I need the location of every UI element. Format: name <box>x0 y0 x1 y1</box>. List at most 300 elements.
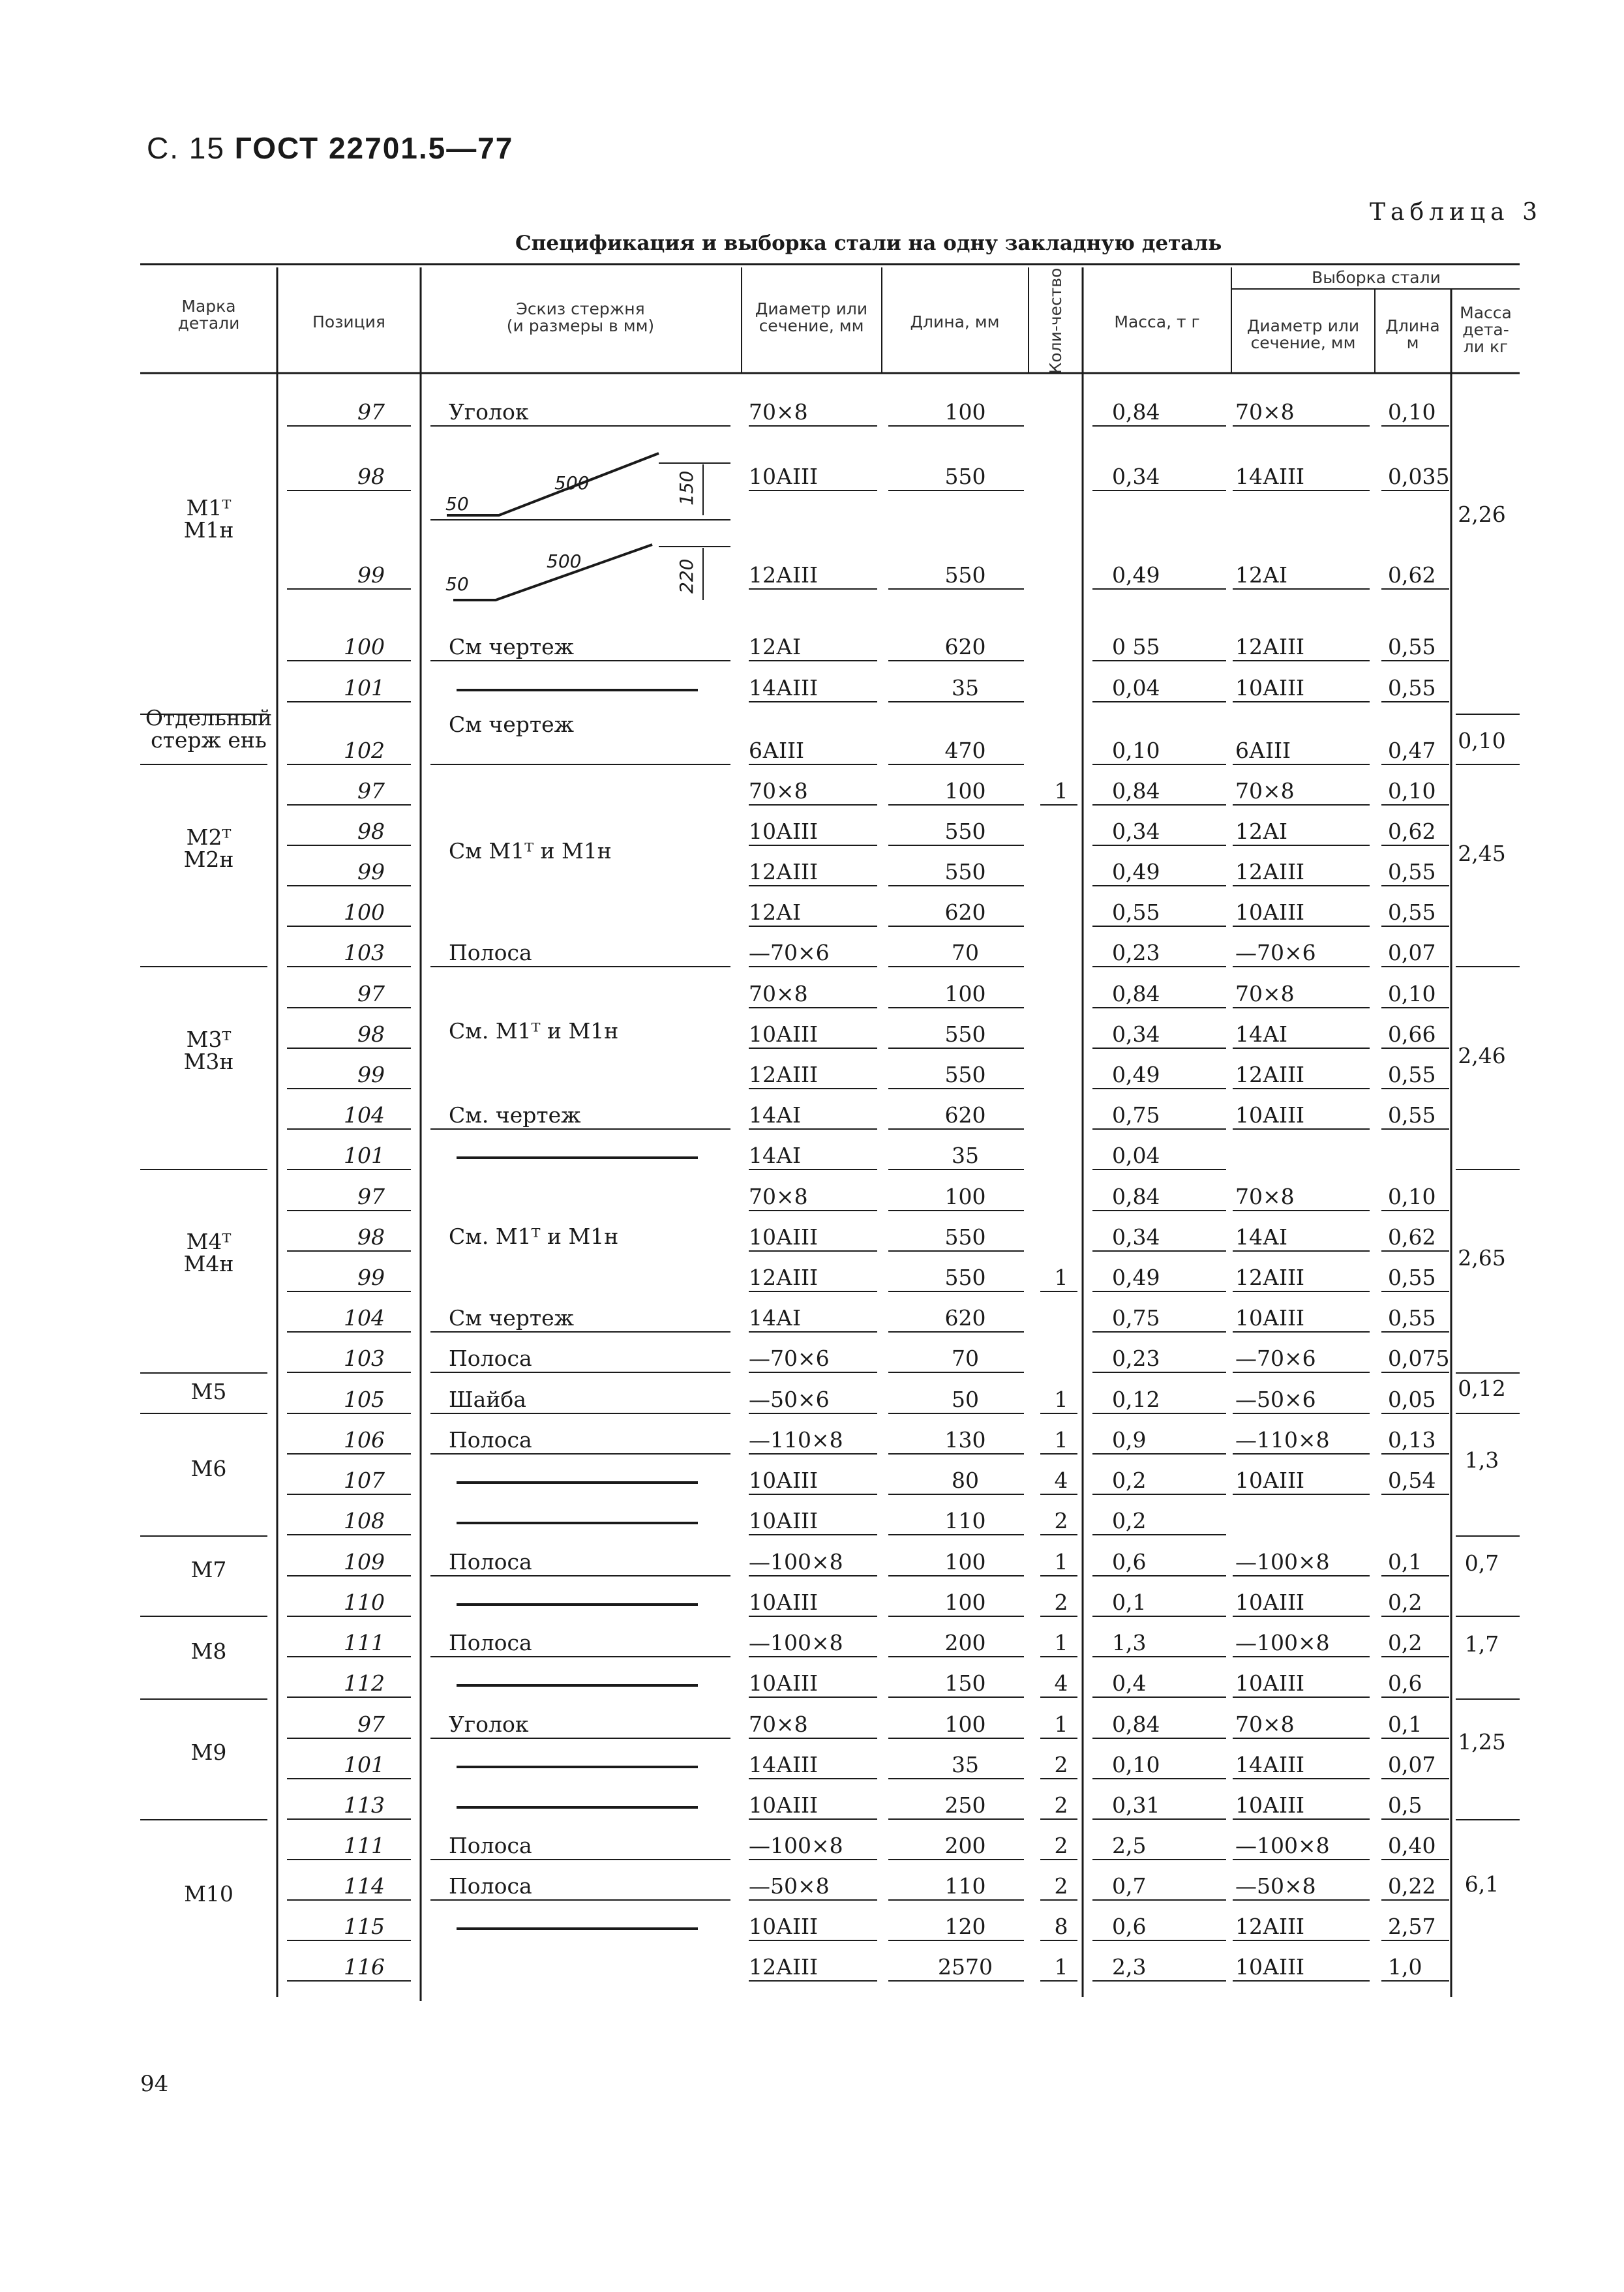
cell-pos: 106 <box>344 1427 385 1453</box>
cell-mass: 0,10 <box>1112 1752 1160 1777</box>
cell-diam: —50×6 <box>749 1387 830 1412</box>
cell-vl: 0,10 <box>1388 399 1436 425</box>
cell-len: 35 <box>952 675 979 701</box>
cell-vl: 0,07 <box>1388 1752 1436 1777</box>
table-row <box>287 464 1449 490</box>
cell-vl: 0,55 <box>1388 1102 1436 1128</box>
cell-vd: 14АIII <box>1235 1752 1305 1777</box>
cell-qty: 1 <box>1054 1549 1068 1575</box>
detail-total-mass: 2,45 <box>1458 841 1506 866</box>
cell-vd: 12АI <box>1235 819 1288 844</box>
header-eskiz-1: Эскиз стержня <box>516 299 645 318</box>
cell-diam: 10АIII <box>749 819 819 844</box>
cell-sketch: Полоса <box>449 1346 532 1371</box>
cell-diam: 10АIII <box>749 1021 819 1047</box>
cell-vl: 0,2 <box>1388 1630 1422 1655</box>
cell-mass: 0,55 <box>1112 899 1160 925</box>
cell-pos: 101 <box>344 1143 385 1168</box>
cell-diam: 10АIII <box>749 1792 819 1818</box>
cell-mass: 0,49 <box>1112 1062 1160 1087</box>
detail-mark-label: М1ᵀ <box>186 495 232 520</box>
header-v-dlina-2: м <box>1406 333 1419 352</box>
cell-mass: 0,23 <box>1112 940 1160 965</box>
cell-qty: 2 <box>1054 1873 1068 1899</box>
cell-vd: 14АI <box>1235 1021 1288 1047</box>
cell-pos: 110 <box>344 1590 385 1615</box>
cell-vl: 1,0 <box>1388 1954 1422 1980</box>
sketch-99-dim-a: 50 <box>445 573 469 595</box>
cell-vd: —70×6 <box>1235 1346 1316 1371</box>
cell-mass: 0,12 <box>1112 1387 1160 1412</box>
cell-pos: 103 <box>344 940 385 965</box>
cell-mass: 0,31 <box>1112 1792 1160 1818</box>
cell-pos: 109 <box>344 1549 385 1575</box>
detail-mark-label: М4н <box>183 1251 234 1276</box>
cell-diam: —100×8 <box>749 1549 843 1575</box>
cell-vl: 0,55 <box>1388 899 1436 925</box>
cell-sketch: Полоса <box>449 1427 532 1453</box>
cell-pos: 98 <box>357 819 385 844</box>
cell-mass: 0,6 <box>1112 1914 1147 1939</box>
cell-mass: 0,34 <box>1112 464 1160 489</box>
cell-diam: —70×6 <box>749 940 830 965</box>
cell-diam: 6АIII <box>749 738 805 763</box>
detail-total-mass: 0,7 <box>1464 1550 1499 1576</box>
cell-vd: —50×8 <box>1235 1873 1316 1899</box>
cell-len: 550 <box>944 562 986 588</box>
table-row <box>287 1914 1449 1940</box>
detail-mark-label: М9 <box>190 1740 227 1765</box>
table-row <box>287 1102 1449 1129</box>
detail-total-mass: 0,12 <box>1458 1376 1506 1401</box>
cell-vd: 10АIII <box>1235 1670 1305 1696</box>
table-row <box>287 1062 1449 1089</box>
cell-pos: 97 <box>357 399 385 425</box>
detail-total-mass: 2,46 <box>1458 1043 1506 1068</box>
header-kol: Коли-чество <box>1046 267 1065 374</box>
cell-mass: 0,75 <box>1112 1305 1160 1331</box>
header-marka-2: детали <box>177 314 240 333</box>
table-rows <box>287 399 1449 1981</box>
cell-mass: 0,6 <box>1112 1549 1147 1575</box>
cell-vd: 70×8 <box>1235 1711 1295 1737</box>
cell-sketch: Полоса <box>449 1630 532 1655</box>
cell-pos: 98 <box>357 464 385 489</box>
cell-vd: 10АIII <box>1235 1792 1305 1818</box>
detail-total-mass: 6,1 <box>1464 1871 1499 1897</box>
cell-len: 620 <box>944 1102 986 1128</box>
header-pozicia: Позиция <box>312 312 385 331</box>
table-row <box>287 1184 1449 1211</box>
cell-pos: 97 <box>357 1711 385 1737</box>
cell-qty: 1 <box>1054 778 1068 804</box>
cell-len: 70 <box>952 940 979 965</box>
detail-mark-label: М3н <box>183 1049 234 1074</box>
cell-mass: 0 55 <box>1112 634 1160 659</box>
detail-mark-label: Отдельный <box>145 705 273 731</box>
cell-pos: 100 <box>344 899 385 925</box>
cell-pos: 108 <box>344 1508 385 1533</box>
cell-pos: 104 <box>344 1102 385 1128</box>
cell-diam: 12АIII <box>749 859 819 884</box>
cell-mass: 0,4 <box>1112 1670 1147 1696</box>
cell-qty: 1 <box>1054 1711 1068 1737</box>
cell-vd: 14АI <box>1235 1224 1288 1250</box>
table-row <box>287 1427 1449 1454</box>
cell-len: 550 <box>944 1062 986 1087</box>
sketch-98 <box>430 453 730 520</box>
cell-qty: 1 <box>1054 1954 1068 1980</box>
cell-pos: 98 <box>357 1021 385 1047</box>
cell-len: 550 <box>944 464 986 489</box>
cell-vd: 10АIII <box>1235 675 1305 701</box>
cell-vl: 2,57 <box>1388 1914 1436 1939</box>
cell-sketch: См чертеж <box>449 712 575 737</box>
cell-mass: 0,75 <box>1112 1102 1160 1128</box>
cell-mass: 0,49 <box>1112 859 1160 884</box>
cell-mass: 0,84 <box>1112 1184 1160 1209</box>
cell-qty: 4 <box>1054 1670 1068 1696</box>
cell-qty: 1 <box>1054 1265 1068 1290</box>
cell-len: 200 <box>944 1630 986 1655</box>
cell-vl: 0,6 <box>1388 1670 1422 1696</box>
document-title: ГОСТ 22701.5—77 <box>234 131 514 165</box>
table-row <box>287 1265 1449 1291</box>
cell-len: 100 <box>944 1549 986 1575</box>
cell-pos: 115 <box>344 1914 385 1939</box>
cell-pos: 107 <box>344 1468 385 1493</box>
header-v-massa-3: ли кг <box>1463 337 1509 356</box>
cell-mass: 0,84 <box>1112 1711 1160 1737</box>
cell-vd: 10АIII <box>1235 1468 1305 1493</box>
cell-vl: 0,035 <box>1388 464 1450 489</box>
cell-len: 620 <box>944 1305 986 1331</box>
cell-vl: 0,62 <box>1388 819 1436 844</box>
table-row <box>287 1590 1449 1616</box>
cell-vd: 70×8 <box>1235 981 1295 1006</box>
cell-vl: 0,10 <box>1388 1184 1436 1209</box>
cell-vl: 0,075 <box>1388 1346 1450 1371</box>
cell-mass: 0,9 <box>1112 1427 1147 1453</box>
cell-len: 100 <box>944 1590 986 1615</box>
cell-vl: 0,10 <box>1388 778 1436 804</box>
cell-pos: 99 <box>357 562 385 588</box>
cell-vl: 0,66 <box>1388 1021 1436 1047</box>
table-row <box>287 1224 1449 1251</box>
table-row <box>287 1508 1226 1535</box>
detail-total-mass: 0,10 <box>1458 728 1506 753</box>
cell-len: 550 <box>944 819 986 844</box>
cell-pos: 114 <box>344 1873 385 1899</box>
detail-total-mass: 1,3 <box>1464 1447 1499 1473</box>
header-vyborka: Выборка стали <box>1312 268 1441 287</box>
cell-len: 110 <box>944 1508 986 1533</box>
header-v-massa-2: дета- <box>1462 320 1509 339</box>
table-row <box>287 1305 1449 1332</box>
table-row <box>287 778 1449 805</box>
cell-len: 550 <box>944 1265 986 1290</box>
cell-sketch: См. М1ᵀ и М1н <box>449 1224 619 1249</box>
table-row <box>287 1792 1449 1819</box>
cell-mass: 0,1 <box>1112 1590 1147 1615</box>
cell-diam: 12АIII <box>749 562 819 588</box>
cell-len: 80 <box>952 1468 979 1493</box>
cell-len: 550 <box>944 1224 986 1250</box>
cell-pos: 104 <box>344 1305 385 1331</box>
cell-vl: 0,47 <box>1388 738 1436 763</box>
table-row <box>287 1468 1449 1494</box>
cell-pos: 101 <box>344 675 385 701</box>
cell-mass: 0,84 <box>1112 981 1160 1006</box>
cell-vl: 0,2 <box>1388 1590 1422 1615</box>
table-row <box>287 1833 1449 1860</box>
cell-sketch: Полоса <box>449 1833 532 1858</box>
cell-len: 150 <box>944 1670 986 1696</box>
cell-diam: —50×8 <box>749 1873 830 1899</box>
cell-len: 50 <box>952 1387 979 1412</box>
detail-total-mass: 2,65 <box>1458 1245 1506 1271</box>
cell-mass: 0,10 <box>1112 738 1160 763</box>
cell-pos: 111 <box>344 1630 385 1655</box>
cell-vd: 10АIII <box>1235 1305 1305 1331</box>
cell-len: 130 <box>944 1427 986 1453</box>
cell-diam: 70×8 <box>749 1711 808 1737</box>
cell-diam: 12АIII <box>749 1954 819 1980</box>
cell-vl: 0,1 <box>1388 1711 1422 1737</box>
cell-vl: 0,07 <box>1388 940 1436 965</box>
table-row <box>287 981 1449 1008</box>
sketch-99 <box>445 545 730 600</box>
cell-diam: 14АIII <box>749 675 819 701</box>
table-row <box>287 1630 1449 1657</box>
table-row <box>287 819 1449 864</box>
cell-vd: 70×8 <box>1235 778 1295 804</box>
detail-mark-label: М5 <box>190 1379 227 1404</box>
table-row <box>287 1387 1449 1413</box>
header-v-dlina-1: Длина <box>1385 316 1440 335</box>
table-row <box>287 1752 1449 1779</box>
cell-mass: 0,2 <box>1112 1468 1147 1493</box>
cell-mass: 2,5 <box>1112 1833 1147 1858</box>
cell-pos: 112 <box>344 1670 385 1696</box>
cell-diam: —110×8 <box>749 1427 843 1453</box>
table-row <box>287 399 1449 426</box>
cell-vl: 0,05 <box>1388 1387 1436 1412</box>
sketch-98-dim-a: 50 <box>445 493 469 515</box>
header-massa: Масса, т г <box>1114 312 1200 331</box>
table-row <box>287 899 1449 926</box>
cell-pos: 116 <box>344 1954 385 1980</box>
cell-vl: 0,5 <box>1388 1792 1422 1818</box>
table-row <box>287 1018 1449 1048</box>
detail-mark-label: М3ᵀ <box>186 1027 232 1052</box>
cell-mass: 0,04 <box>1112 1143 1160 1168</box>
cell-pos: 99 <box>357 859 385 884</box>
cell-len: 620 <box>944 899 986 925</box>
cell-len: 250 <box>944 1792 986 1818</box>
table-row <box>287 675 1449 702</box>
detail-mark-label: М7 <box>190 1557 227 1582</box>
cell-len: 550 <box>944 1021 986 1047</box>
cell-qty: 1 <box>1054 1427 1068 1453</box>
cell-pos: 103 <box>344 1346 385 1371</box>
cell-diam: —100×8 <box>749 1833 843 1858</box>
table-caption: Спецификация и выборка стали на одну закладную деталь <box>515 232 1222 255</box>
header-diam-1: Диаметр или <box>755 299 868 318</box>
cell-pos: 98 <box>357 1224 385 1250</box>
cell-qty: 4 <box>1054 1468 1068 1493</box>
cell-vd: —100×8 <box>1235 1833 1330 1858</box>
page-prefix: С. 15 <box>147 131 225 165</box>
sketch-98-dim-c: 150 <box>676 470 697 505</box>
table-row <box>287 940 1449 967</box>
sketch-99-dim-c: 220 <box>676 558 697 594</box>
cell-mass: 1,3 <box>1112 1630 1147 1655</box>
cell-sketch: Полоса <box>449 940 532 965</box>
cell-vl: 0,13 <box>1388 1427 1436 1453</box>
cell-vd: 14АIII <box>1235 464 1305 489</box>
cell-sketch: См чертеж <box>449 634 575 659</box>
cell-mass: 0,23 <box>1112 1346 1160 1371</box>
cell-diam: 10АIII <box>749 1468 819 1493</box>
table-row <box>287 712 1449 764</box>
detail-mark-label: М4ᵀ <box>186 1229 232 1254</box>
cell-vd: 12АIII <box>1235 1062 1305 1087</box>
cell-pos: 100 <box>344 634 385 659</box>
cell-sketch: Полоса <box>449 1549 532 1575</box>
detail-total-mass: 1,25 <box>1458 1729 1506 1755</box>
cell-diam: 70×8 <box>749 778 808 804</box>
sketch-98-bar <box>447 453 659 515</box>
cell-sketch: См чертеж <box>449 1305 575 1331</box>
cell-qty: 2 <box>1054 1792 1068 1818</box>
cell-vd: 6АIII <box>1235 738 1291 763</box>
detail-mark-label: М2ᵀ <box>186 824 232 850</box>
cell-mass: 0,34 <box>1112 1021 1160 1047</box>
cell-diam: 14АI <box>749 1143 802 1168</box>
cell-vl: 0,55 <box>1388 675 1436 701</box>
cell-diam: 10АIII <box>749 1670 819 1696</box>
cell-mass: 0,84 <box>1112 778 1160 804</box>
table-row <box>287 1711 1449 1738</box>
table-row <box>287 1549 1449 1576</box>
cell-sketch: См М1ᵀ и М1н <box>449 838 612 864</box>
table-row <box>287 1954 1449 1981</box>
cell-mass: 0,49 <box>1112 562 1160 588</box>
detail-total-mass: 2,26 <box>1458 502 1506 527</box>
table-row <box>287 1873 1449 1900</box>
table-number: Таблица 3 <box>1370 199 1542 226</box>
cell-vd: —100×8 <box>1235 1630 1330 1655</box>
cell-diam: 70×8 <box>749 981 808 1006</box>
cell-pos: 97 <box>357 778 385 804</box>
cell-vl: 0,55 <box>1388 1062 1436 1087</box>
cell-vd: —100×8 <box>1235 1549 1330 1575</box>
cell-diam: 10АIII <box>749 1914 819 1939</box>
cell-pos: 102 <box>344 738 385 763</box>
cell-diam: 70×8 <box>749 399 808 425</box>
cell-diam: 12АIII <box>749 1265 819 1290</box>
cell-vl: 0,62 <box>1388 1224 1436 1250</box>
cell-qty: 2 <box>1054 1752 1068 1777</box>
cell-vd: —50×6 <box>1235 1387 1316 1412</box>
cell-vd: 12АIII <box>1235 1914 1305 1939</box>
cell-vl: 0,1 <box>1388 1549 1422 1575</box>
cell-vl: 0,55 <box>1388 634 1436 659</box>
cell-diam: —70×6 <box>749 1346 830 1371</box>
detail-mark-label: М8 <box>190 1638 227 1664</box>
cell-vl: 0,10 <box>1388 981 1436 1006</box>
cell-len: 550 <box>944 859 986 884</box>
cell-sketch: Полоса <box>449 1873 532 1899</box>
cell-vd: —70×6 <box>1235 940 1316 965</box>
cell-mass: 0,2 <box>1112 1508 1147 1533</box>
cell-len: 2570 <box>938 1954 993 1980</box>
cell-sketch: См. чертеж <box>449 1102 581 1128</box>
cell-vd: —110×8 <box>1235 1427 1330 1453</box>
detail-mark-label: М1н <box>183 517 234 543</box>
table-row <box>287 1143 1226 1169</box>
detail-mark-label: М10 <box>184 1881 233 1907</box>
table-row <box>287 1670 1449 1697</box>
cell-diam: —100×8 <box>749 1630 843 1655</box>
detail-mark-label: М2н <box>183 847 234 872</box>
cell-diam: 10АIII <box>749 1224 819 1250</box>
cell-vl: 0,55 <box>1388 859 1436 884</box>
cell-mass: 2,3 <box>1112 1954 1147 1980</box>
header-v-diam-2: сечение, мм <box>1250 333 1356 352</box>
cell-len: 100 <box>944 981 986 1006</box>
cell-diam: 10АIII <box>749 1590 819 1615</box>
cell-len: 35 <box>952 1752 979 1777</box>
cell-mass: 0,04 <box>1112 675 1160 701</box>
cell-vd: 12АIII <box>1235 634 1305 659</box>
table-row <box>287 1346 1449 1372</box>
cell-len: 200 <box>944 1833 986 1858</box>
cell-vd: 12АIII <box>1235 1265 1305 1290</box>
cell-mass: 0,49 <box>1112 1265 1160 1290</box>
cell-vd: 12АI <box>1235 562 1288 588</box>
cell-pos: 97 <box>357 981 385 1006</box>
cell-len: 100 <box>944 778 986 804</box>
cell-pos: 97 <box>357 1184 385 1209</box>
cell-vl: 0,54 <box>1388 1468 1436 1493</box>
cell-diam: 10АIII <box>749 1508 819 1533</box>
cell-vl: 0,55 <box>1388 1265 1436 1290</box>
cell-diam: 12АI <box>749 899 802 925</box>
cell-len: 100 <box>944 1711 986 1737</box>
page-number: 94 <box>140 2071 169 2097</box>
cell-vl: 0,40 <box>1388 1833 1436 1858</box>
table-row <box>287 634 1449 661</box>
cell-mass: 0,84 <box>1112 399 1160 425</box>
detail-mark-label: стерж ень <box>151 727 267 753</box>
cell-vd: 70×8 <box>1235 399 1295 425</box>
cell-pos: 105 <box>344 1387 385 1412</box>
cell-qty: 1 <box>1054 1387 1068 1412</box>
cell-diam: 12АIII <box>749 1062 819 1087</box>
cell-pos: 113 <box>344 1792 385 1818</box>
cell-vd: 10АIII <box>1235 1102 1305 1128</box>
cell-vd: 10АIII <box>1235 899 1305 925</box>
cell-qty: 8 <box>1054 1914 1068 1939</box>
cell-len: 100 <box>944 399 986 425</box>
cell-mass: 0,34 <box>1112 1224 1160 1250</box>
cell-vl: 0,62 <box>1388 562 1436 588</box>
cell-len: 620 <box>944 634 986 659</box>
cell-mass: 0,34 <box>1112 819 1160 844</box>
cell-pos: 99 <box>357 1265 385 1290</box>
